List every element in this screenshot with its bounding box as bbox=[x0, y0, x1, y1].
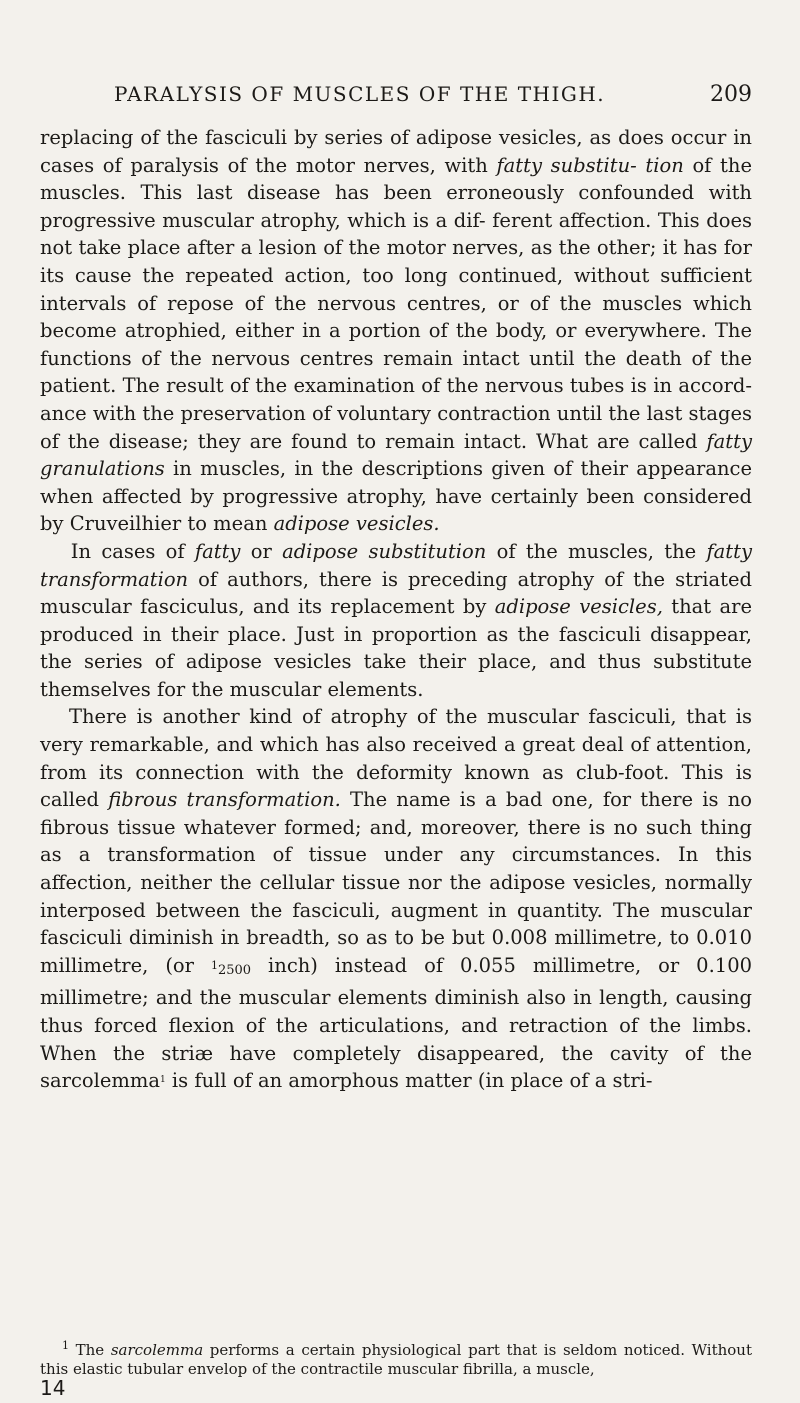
italic-run: fatty substitu- tion bbox=[496, 153, 684, 177]
italic-run: sarcolemma bbox=[110, 1341, 204, 1359]
text-run: There is another kind of atrophy of the muscular fasciculi, that is very remarkable, and which has also received a great deal of attention, from its connection with the deformity known as club-foot. This is called bbox=[40, 705, 752, 812]
text-run: of the muscles. This last disease has been erroneously confounded with progressive muscular atrophy, which is a dif- ferent affection. This does not take place after a lesion of the motor nerves, as the other; it has for its cause the repeated action, too long continued, without sufficient intervals of repose of the nervous centres, or of the muscles which become atrophied, either in a portion of the body, or everywhere. The functions of the nervous centres remain intact until the death of the patient. The result of the examination of the nervous tubes is in accord- ance with the preservation of voluntary contraction until the last stages of the disease; they are found to remain intact. What are called bbox=[40, 153, 752, 453]
text-run: The bbox=[69, 1341, 111, 1359]
italic-run: adipose vesicles. bbox=[273, 512, 440, 536]
text-run: performs a certain physiological part that is seldom noticed. Without this elastic tubular envelop of the contractile muscular fibrilla, a muscle, bbox=[40, 1341, 752, 1378]
text-run: replacing of the fasciculi by series of adipose vesicles, as does occur in cases of paralysis of the motor nerves, with bbox=[40, 126, 752, 177]
signature-mark: 14 bbox=[40, 1376, 66, 1400]
text-run: In cases of bbox=[70, 539, 195, 563]
paragraph-1 bbox=[40, 124, 752, 538]
italic-run: adipose substitution bbox=[282, 539, 487, 563]
italic-run: fibrous transformation. bbox=[108, 788, 341, 812]
fraction bbox=[211, 952, 251, 985]
text-run: of authors, there is preceding atrophy of the striated muscular fasciculus, and its replacement by bbox=[40, 567, 752, 619]
fraction-numerator: 1 bbox=[210, 958, 218, 972]
text-run: inch) instead of 0.055 millimetre, or 0.100 millimetre; and the muscular elements diminish also in length, causing thus forced flexion of the articulations, and retraction of the limbs. When the striæ have completely disappeared, the cavity of the sarcolemma bbox=[40, 953, 753, 1093]
footnote-reference: 1 bbox=[160, 1075, 166, 1086]
text-run: in muscles, in the descriptions given of their appearance when affected by progressive atrophy, have certainly been considered by Cruveilhier to mean bbox=[40, 457, 752, 536]
running-title: PARALYSIS OF MUSCLES OF THE THIGH. bbox=[114, 82, 606, 106]
page-number: 209 bbox=[710, 82, 752, 107]
text-run: is full of an amorphous matter (in place of a stri- bbox=[165, 1069, 653, 1093]
italic-run: fatty granulations bbox=[40, 429, 752, 481]
paragraph-3 bbox=[40, 703, 752, 1094]
italic-run: fatty bbox=[194, 539, 241, 563]
footnote-mark: 1 bbox=[62, 1339, 69, 1352]
text-run: that are produced in their place. Just in proportion as the fasciculi disappear, the series of adipose vesicles take their place, and thus substitute themselves for the muscular elements. bbox=[40, 595, 752, 701]
body-text bbox=[40, 124, 752, 1095]
text-run: of the muscles, the bbox=[486, 539, 707, 563]
paragraph-2 bbox=[40, 538, 752, 704]
text-run: or bbox=[240, 539, 283, 563]
italic-run: adipose vesicles, bbox=[494, 595, 663, 619]
fraction-denominator: 2500 bbox=[217, 962, 252, 978]
footnote-1 bbox=[40, 1341, 752, 1379]
text-run: The name is a bad one, for there is no fibrous tissue whatever formed; and, moreover, there is no such thing as a transformation of tissue under any circumstances. In this affection, neither the cellular tissue nor the adipose vesicles, normally interposed between the fasciculi, augment in quantity. The muscular fasciculi diminish in breadth, so as to be but 0.008 millimetre, to 0.010 millimetre, (or bbox=[40, 788, 752, 977]
footnote bbox=[40, 1341, 752, 1379]
italic-run: fatty transformation bbox=[40, 539, 752, 591]
running-head bbox=[114, 82, 752, 108]
